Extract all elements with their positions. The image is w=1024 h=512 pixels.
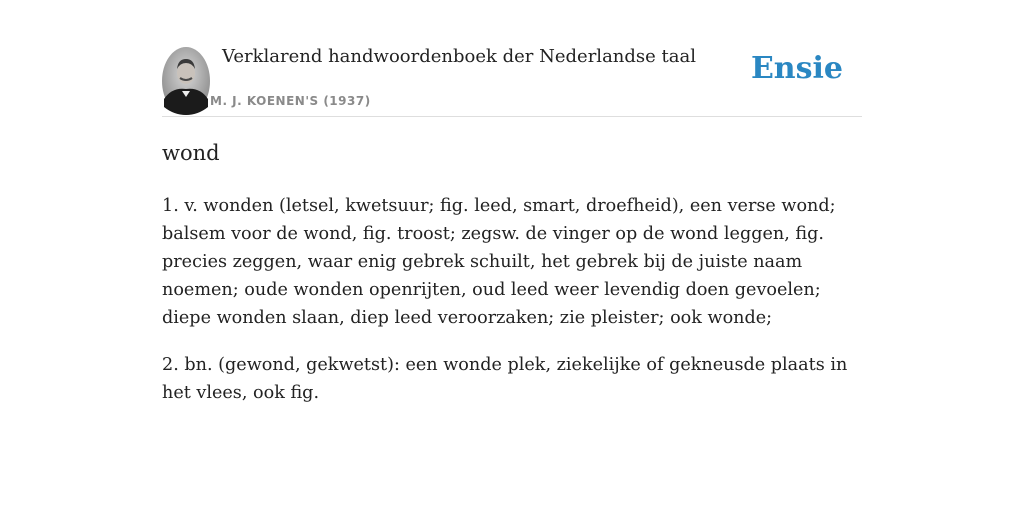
- ensie-logo-link[interactable]: Ensie: [750, 51, 843, 86]
- book-author: M. J. KOENEN'S (1937): [210, 94, 371, 108]
- author-portrait-icon: [162, 47, 210, 115]
- dictionary-page: [162, 0, 862, 512]
- book-title: Verklarend handwoordenboek der Nederlandse taal: [222, 46, 696, 67]
- entry-headword: wond: [162, 141, 220, 165]
- book-header: [162, 0, 862, 117]
- definition-1: 1. v. wonden (letsel, kwetsuur; fig. leed, smart, droefheid), een verse wond; balsem voor de wond, fig. troost; zegsw. de vinger op de wond leggen, fig. precies zeggen, waar enig gebrek schuilt, het gebrek bij de juiste naam noemen; oude wonden openrijten, oud leed weer levendig doen gevoelen; diepe wonden slaan, diep leed veroorzaken; zie pleister; ook wonde;: [162, 196, 836, 328]
- definition-2: 2. bn. (gewond, gekwetst): een wonde plek, ziekelijke of gekneusde plaats in het vlees, ook fig.: [162, 355, 848, 403]
